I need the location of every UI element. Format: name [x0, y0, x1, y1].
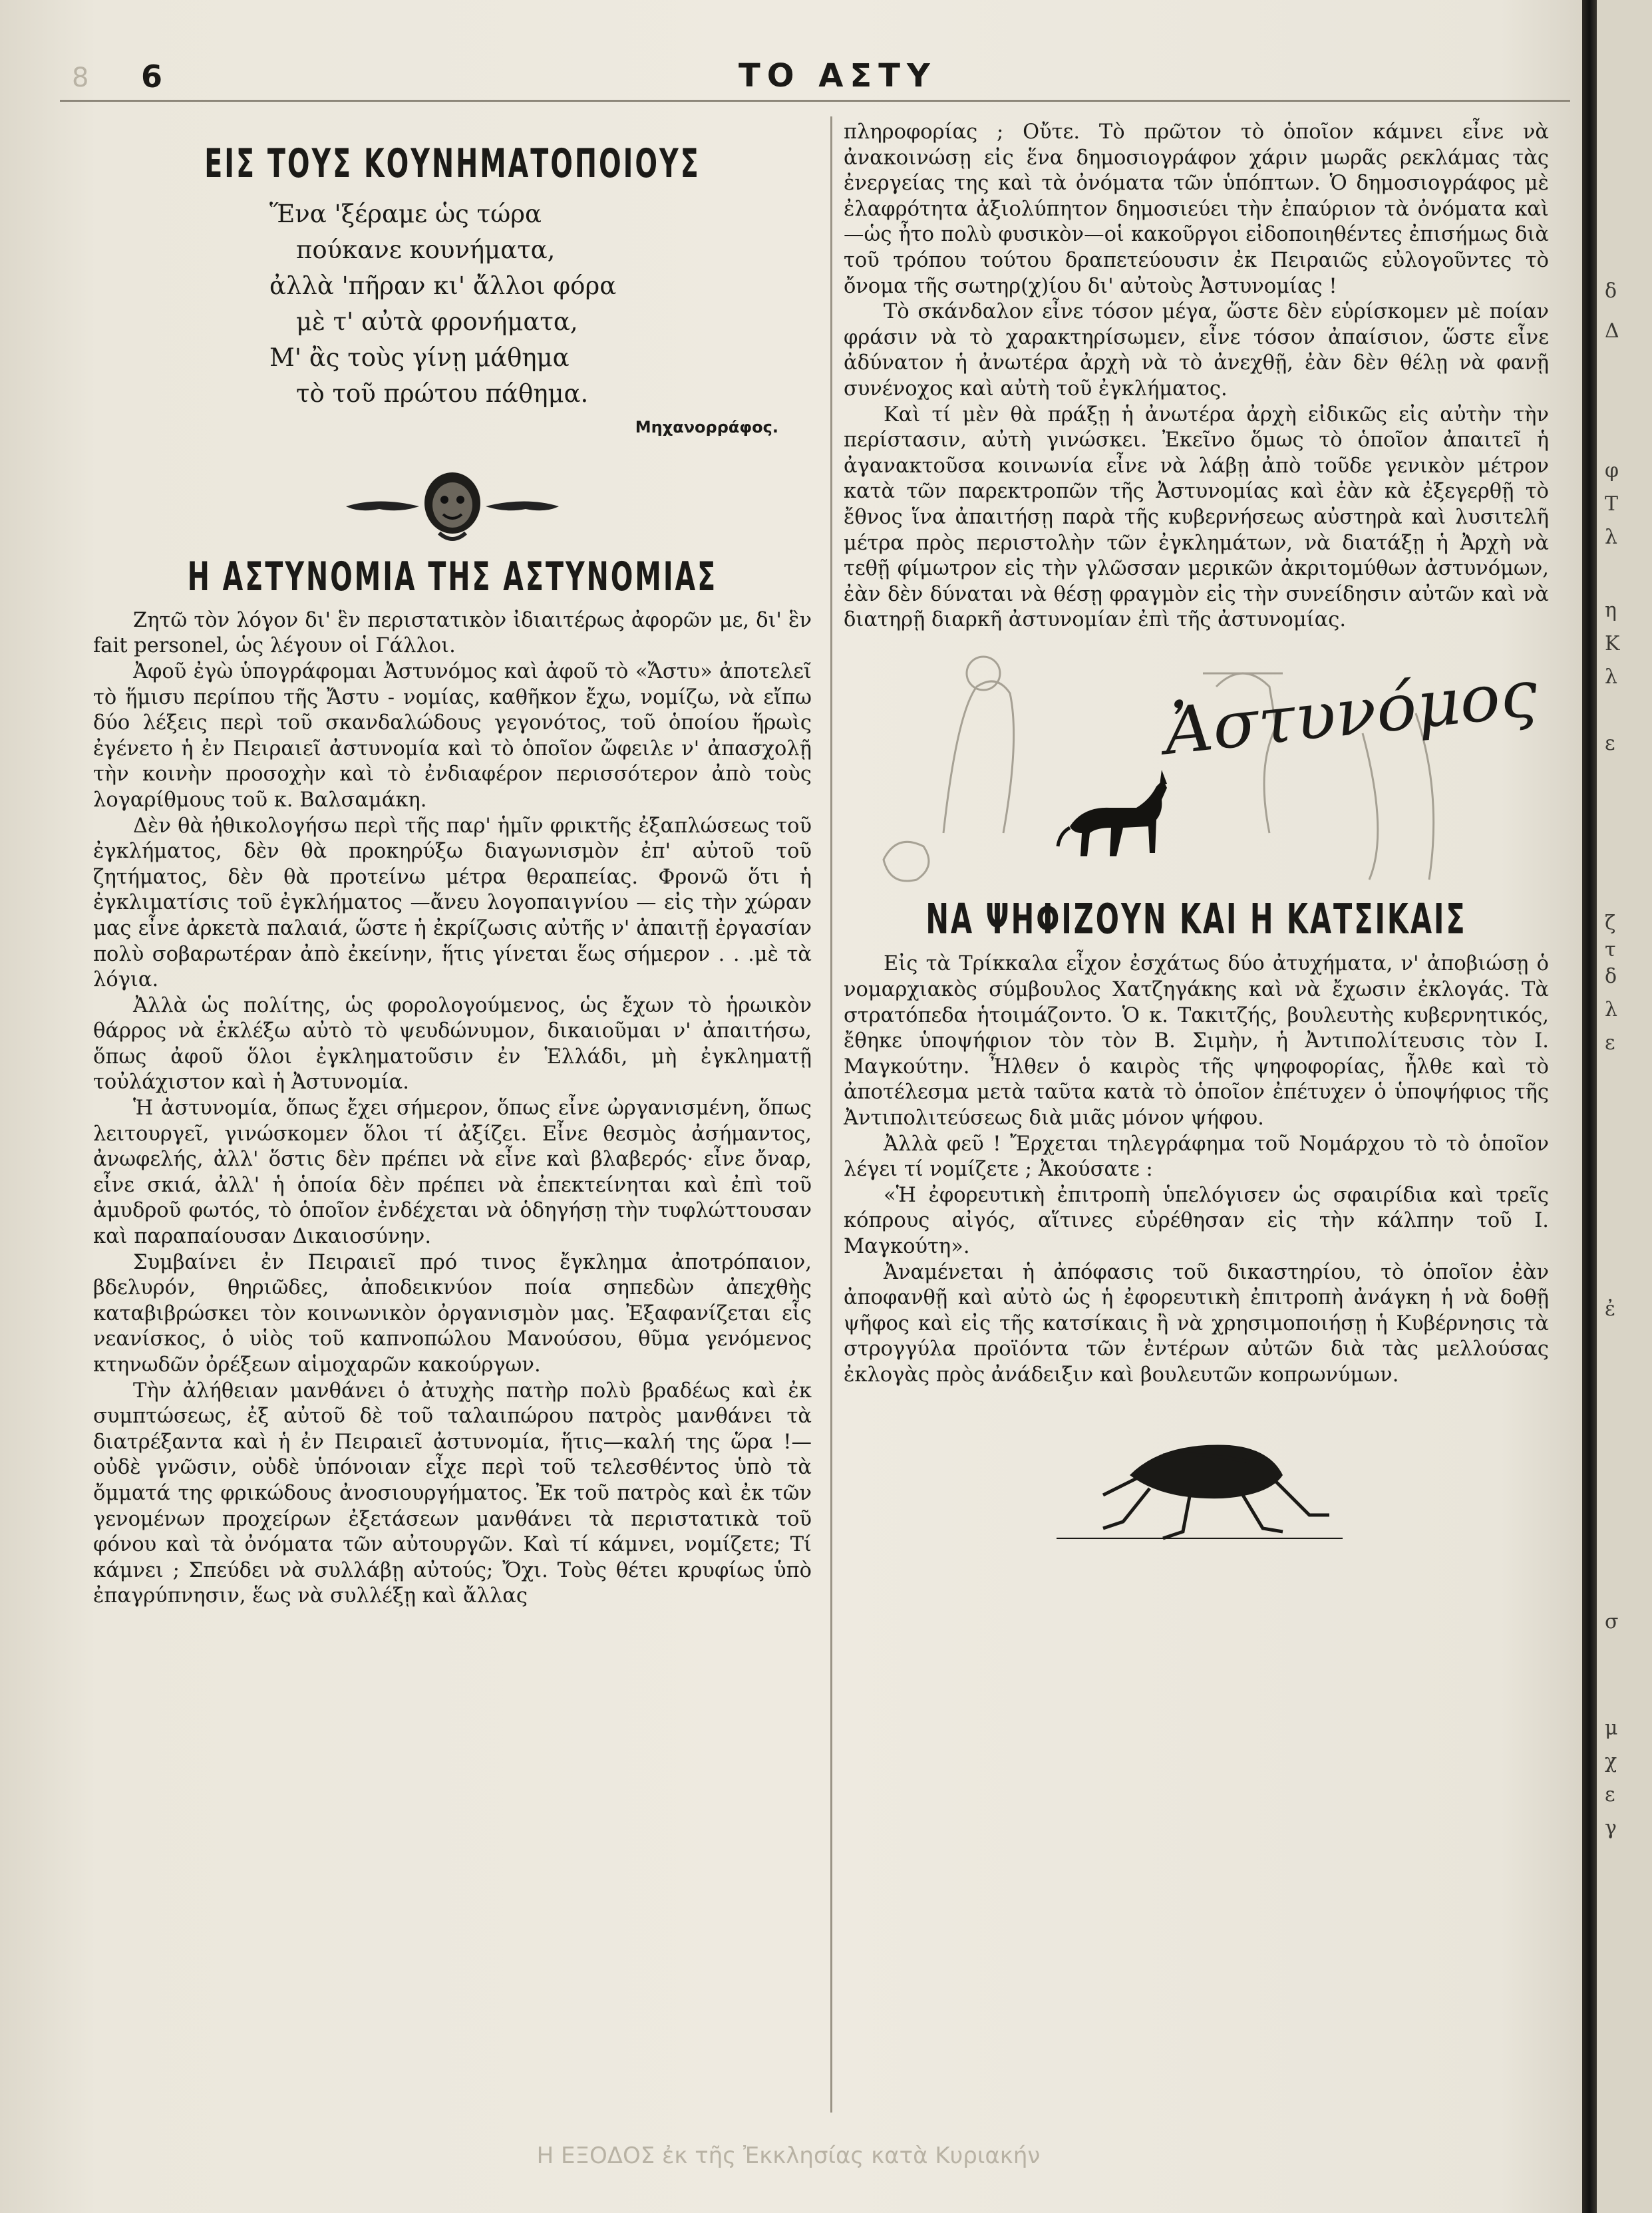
poem-line: Ἕνα 'ξέραμε ὡς τώρα	[269, 199, 542, 228]
poem-line: Μ' ἂς τοὺς γίνῃ μάθημα	[269, 343, 570, 372]
mask-ornament-icon	[339, 466, 566, 546]
edge-letter: τ	[1605, 938, 1616, 961]
poem	[269, 196, 812, 412]
article-paragraph: Δὲν θὰ ἠθικολογήσω περὶ τῆς παρ' ἡμῖν φρικτῆς ἐξαπλώσεως τοῦ ἐγκλήματος, δὲν θὰ προκηρύξω διαγωνισμὸν ἐπ' αὐτοῦ τοῦ ζητήματος, δὲν θὰ προτείνω μέτρα θεραπείας. Φρονῶ ὅτι ἡ ἐγκλιματίσις τοῦ ἐγκλήματος —ἄνευ λογοπαιγνίου — εἰς τὴν χώραν μας εἶνε ἀρκετὰ παλαιά, ὥστε ἡ ἐκρίζωσις αὐτῆς ν' ἀπαιτῇ ἐργασίαν πολὺ σοβαρωτέραν ἀπὸ ἐκείνην, ἥτις γίνεται ἕως σήμερον . . .μὲ τὰ λόγια.	[93, 814, 812, 992]
article-paragraph: Ἀλλὰ φεῦ ! Ἔρχεται τηλεγράφημα τοῦ Νομάρχου τὸ τὸ ὁποῖον λέγει τί νομίζετε ; Ἀκούσατε :	[844, 1132, 1549, 1182]
edge-letter: δ	[1605, 965, 1617, 988]
poem-line: πούκανε κουνήματα,	[296, 235, 556, 264]
next-page-edge	[1597, 0, 1652, 2213]
edge-letter: ἐ	[1605, 1297, 1616, 1321]
article-paragraph: Ἀναμένεται ἡ ἀπόφασις τοῦ δικαστηρίου, τὸ ὁποῖον ἐὰν ἀποφανθῇ καὶ αὐτὸ ὡς ἡ ἐφορευτικὴ ἐπιτροπὴ ἀνάγκη ἡ νὰ δοθῇ ψῆφος καὶ εἰς τῆς κατσίκαις ἢ νὰ χρησιμοποιήσῃ ἡ Κυβέρνησις τὰ στρογγύλα προϊόντα τῶν ἐντέρων αὐτῶν διὰ τὰς μελλούσας ἐκλογὰς πρὸς ἀνάδειξιν καὶ βουλευτῶν κοπρωνύμων.	[844, 1260, 1549, 1387]
article-title: ΝΑ ΨΗΦΙΖΟΥΝ ΚΑΙ Η ΚΑΤΣΙΚΑΙΣ	[925, 894, 1467, 943]
right-column	[844, 120, 1549, 1548]
page-binding	[1582, 0, 1597, 2213]
poem-line: ἀλλὰ 'πῆραν κι' ἄλλοι φόρα	[269, 271, 617, 300]
article-paragraph: Καὶ τί μὲν θὰ πράξῃ ἡ ἀνωτέρα ἀρχὴ εἰδικῶς εἰς αὐτὴν τὴν περίστασιν, αὐτὴ γινώσκει. Ἐκεῖνο ὅμως τὸ ὁποῖον ἀπαιτεῖ ἡ ἀγανακτοῦσα κοινωνία εἶνε νὰ λάβῃ ἀπὸ τοῦδε γενικὸν μέτρον κατὰ τῶν παρεκτροπῶν τῆς Ἀστυνομίας καὶ ἐὰν κὰ ἐξεγερθῇ τὸ ἔθνος ἵνα ἀπαιτήσῃ παρὰ τῆς κυβερνήσεως αὐστηρὰ καὶ λυσιτελῆ μέτρα πρὸς περιστολὴν τῶν ἐγκλημάτων, νὰ διατάξῃ ἡ Ἀρχὴ νὰ τεθῇ φίμωτρον εἰς τὴν γλῶσσαν μερικῶν ἀκριτομύθων ἀστυνόμων, ἐὰν δὲν δύναται νὰ θέσῃ φραγμὸν εἰς τὴν συνείδησιν αὐτῶν καὶ νὰ διατηρῇ διαρκῆ ἀστυνομίαν ἐπὶ τῆς ἀστυνομίας.	[844, 403, 1549, 632]
left-column	[93, 140, 812, 1610]
edge-letter: Τ	[1605, 492, 1619, 516]
edge-letter: χ	[1605, 1750, 1617, 1773]
beetle-illustration-icon	[1030, 1415, 1363, 1548]
edge-letter: Δ	[1605, 319, 1619, 343]
edge-letter: λ	[1605, 998, 1618, 1021]
article-paragraph: πληροφορίας ; Οὔτε. Τὸ πρῶτον τὸ ὁποῖον κάμνει εἶνε νὰ ἀνακοινώσῃ εἰς ἕνα δημοσιογράφον χάριν μωρᾶς ρεκλάμας τὰς ἐνεργείας της καὶ τὰ ὀνόματα τῶν ὑπόπτων. Ὁ δημοσιογράφος μὲ ἐλαφρότητα ἀξιολύπητον δημοσιεύει τὴν ἐπαύριον τὰ ὀνόματα καὶ—ὡς ἦτο πολὺ φυσικὸν—οἱ κακοῦργοι εἰδοποιηθέντες ἐπισήμως διὰ τοῦ τρόπου τούτου δραπετεύουσιν ἐκ Πειραιῶς εὐλογοῦντες τὸ ὄνομα τῆς σωτηρ(χ)ίου δι' αὐτοὺς Ἀστυνομίας !	[844, 120, 1549, 298]
article-paragraph: Τὴν ἀλήθειαν μανθάνει ὁ ἀτυχὴς πατὴρ πολὺ βραδέως καὶ ἐκ συμπτώσεως, ἐξ αὐτοῦ δὲ τοῦ ταλαιπώρου πατρὸς μανθάνει τὰ διατρέξαντα καὶ ἡ ἐν Πειραιεῖ ἀστυνομία, ἥτις—καλή της ὥρα !—οὐδὲ γνῶσιν, οὐδὲ ὑπόνοιαν εἶχε περὶ τοῦ τελεσθέντος ὑπὸ τὰ ὄμματά της φρικώδους ἀνοσιουργήματος. Ἐκ τοῦ πατρὸς καὶ ἐκ τῶν γενομένων προχείρων ἐξετάσεων μανθάνει τὰ περιστατικὰ τοῦ φόνου καὶ τὰ ὀνόματα τῶν αὐτουργῶν. Καὶ τί κάμνει, νομίζετε; Τί κάμνει ; Σπεύδει νὰ συλλάβῃ αὐτούς; Ὄχι. Τοὺς θέτει κρυφίως ὑπὸ ἐπαγρύπνησιν, ἕως νὰ συλλέξῃ καὶ ἄλλας	[93, 1379, 812, 1608]
article-paragraph: Εἰς τὰ Τρίκκαλα εἶχον ἐσχάτως δύο ἀτυχήματα, ν' ἀποβιώσῃ ὁ νομαρχιακὸς σύμβουλος Χατζηγάκης καὶ νὰ ἔχωσιν ἐκλογάς. Τὰ στρατόπεδα ἡτοιμάζοντο. Ὁ κ. Τακιτζής, βουλευτὴς κυβερνητικός, ἔθηκε ὑποψήφιον τὸν τὸν Β. Σιμὴν, ἡ Ἀντιπολίτευσις τὸν Ι. Μαγκούτην. Ἦλθεν ὁ καιρὸς τῆς ψηφοφορίας, ἦλθε καὶ τὸ ἀποτέλεσμα μετὰ ταῦτα κατὰ τὸ ὁποῖον ἐπέτυχεν ὁ ὑποψήφιος τῆς Ἀντιπολιτεύσεως διὰ μιᾶς μόνον ψήφου.	[844, 952, 1549, 1130]
edge-letter: δ	[1605, 279, 1617, 303]
article-paragraph: Ἀλλὰ ὡς πολίτης, ὡς φορολογούμενος, ὡς ἔχων τὸ ἡρωικὸν θάρρος νὰ ἐκλέξω αὐτὸ τὸ ψευδώνυμον, δικαιοῦμαι ν' ἀπαιτήσω, ὅπως ἀφοῦ ὅλοι ἐγκληματοῦσιν ἐν Ἑλλάδι, μὴ ἐγκληματῇ τοὐλάχιστον καὶ ἡ Ἀστυνομία.	[93, 993, 812, 1095]
column-rule	[830, 116, 832, 2113]
edge-letter: ζ	[1605, 912, 1616, 935]
signature-illustration-area	[844, 633, 1549, 886]
edge-letter: σ	[1605, 1610, 1619, 1633]
edge-letter: ε	[1605, 1031, 1615, 1055]
article-paragraph: Ἡ ἀστυνομία, ὅπως ἔχει σήμερον, ὅπως εἶνε ὠργανισμένη, ὅπως λειτουργεῖ, γινώσκομεν ὅλοι τί ἀξίζει. Εἶνε θεσμὸς ἀσήμαντος, ἀνωφελής, ἀλλ' ὅστις δὲν πρέπει νὰ εἶνε καὶ βλαβερός· εἶνε ὄναρ, εἶνε σκιά, ἀλλ' ἡ ὁποία δὲν πρέπει νὰ ἐπεκτείνηται καὶ ἐπὶ τοῦ ἀμυδροῦ φωτός, τὸ ὁποῖον ἐνδέχεται νὰ ὁδηγήσῃ τὴν τυφλώττουσαν καὶ παραπαίουσαν Δικαιοσύνην.	[93, 1097, 812, 1249]
page-number: 6	[141, 59, 163, 94]
poem-line: τὸ τοῦ πρώτου πάθημα.	[296, 379, 589, 408]
article-paragraph: «Ἡ ἐφορευτικὴ ἐπιτροπὴ ὑπελόγισεν ὡς σφαιρίδια καὶ τρεῖς κόπρους αἰγός, αἵτινες εὑρέθησαν εἰς τὴν κάλπην τοῦ Ι. Μαγκούτη».	[844, 1183, 1549, 1258]
author-signature: Ἀστυνόμος	[1160, 655, 1541, 770]
article-paragraph: Συμβαίνει ἐν Πειραιεῖ πρό τινος ἔγκλημα ἀποτρόπαιον, βδελυρόν, θηριῶδες, ἀποδεικνύον ποία σηπεδὼν ἀπεχθὴς καταβιβρώσκει τὸν κοινωνικὸν ὀργανισμὸν μας. Ἐξαφανίζεται εἷς νεανίσκος, ὁ υἱὸς τοῦ καπνοπώλου Μανούσου, θῦμα γενόμενος κτηνωδῶν ὀρέξεων αἱμοχαρῶν κακούργων.	[93, 1250, 812, 1377]
edge-letter: λ	[1605, 665, 1618, 689]
article-paragraph: Τὸ σκάνδαλον εἶνε τόσον μέγα, ὥστε δὲν εὑρίσκομεν μὲ ποίαν φράσιν νὰ τὸ χαρακτηρίσωμεν, εἶνε τόσον ἀπαίσιον, ὥστε εἶνε ἀδύνατον ἡ ἀνωτέρα ἀρχὴ νὰ τὸ ἀνεχθῇ, ἐὰν δὲν θέλῃ νὰ φανῇ συνένοχος καὶ αὐτὴ τοῦ ἐγκλήματος.	[844, 300, 1549, 401]
article-paragraph: Ζητῶ τὸν λόγον δι' ἓν περιστατικὸν ἰδιαιτέρως ἀφορῶν με, δι' ἓν fait personel, ὡς λέγουν οἱ Γάλλοι.	[93, 608, 812, 658]
edge-letter: η	[1605, 599, 1617, 622]
bleed-through-caption: Η ΕΞΟΔΟΣ ἐκ τῆς Ἐκκλησίας κατὰ Κυριακήν	[536, 2142, 1041, 2169]
edge-letter: μ	[1605, 1717, 1618, 1740]
poem-signature: Μηχανορράφος.	[635, 417, 778, 436]
poem-title: ΕΙΣ ΤΟΥΣ ΚΟΥΝΗΜΑΤΟΠΟΙΟΥΣ	[204, 140, 701, 187]
edge-letter: γ	[1605, 1816, 1617, 1840]
masthead: ΤΟ ΑΣΤΥ	[739, 57, 937, 94]
edge-letter: λ	[1605, 526, 1618, 549]
edge-letter: φ	[1605, 459, 1619, 482]
article-title: Η ΑΣΤΥΝΟΜΙΑ ΤΗΣ ΑΣΤΥΝΟΜΙΑΣ	[187, 554, 718, 600]
edge-letter: ε	[1605, 1783, 1615, 1806]
poem-line: μὲ τ' αὐτὰ φρονήματα,	[296, 307, 578, 336]
header-rule	[60, 100, 1570, 102]
article-paragraph: Ἀφοῦ ἐγὼ ὑπογράφομαι Ἀστυνόμος καὶ ἀφοῦ τὸ «Ἄστυ» ἀποτελεῖ τὸ ἥμισυ περίπου τῆς Ἄστυ - νομίας, καθῆκον ἔχω, νομίζω, νὰ εἴπω δύο λέξεις περὶ τοῦ σκανδαλώδους γεγονότος, τοῦ ὁποίου ἥρωὶς ἐγένετο ἡ ἐν Πειραιεῖ ἀστυνομία καὶ τὸ ὁποῖον ὤφειλε ν' ἀπασχολῇ τὴν κοινὴν προσοχὴν καὶ τὸ ἐνδιαφέρον περισσότερον ἀπὸ τοὺς λογαρίθμους τοῦ κ. Βαλσαμάκη.	[93, 659, 812, 812]
page-header	[0, 52, 1582, 98]
edge-letter: Κ	[1605, 632, 1620, 655]
faint-page-number: 8	[72, 63, 89, 93]
edge-letter: ε	[1605, 732, 1615, 755]
